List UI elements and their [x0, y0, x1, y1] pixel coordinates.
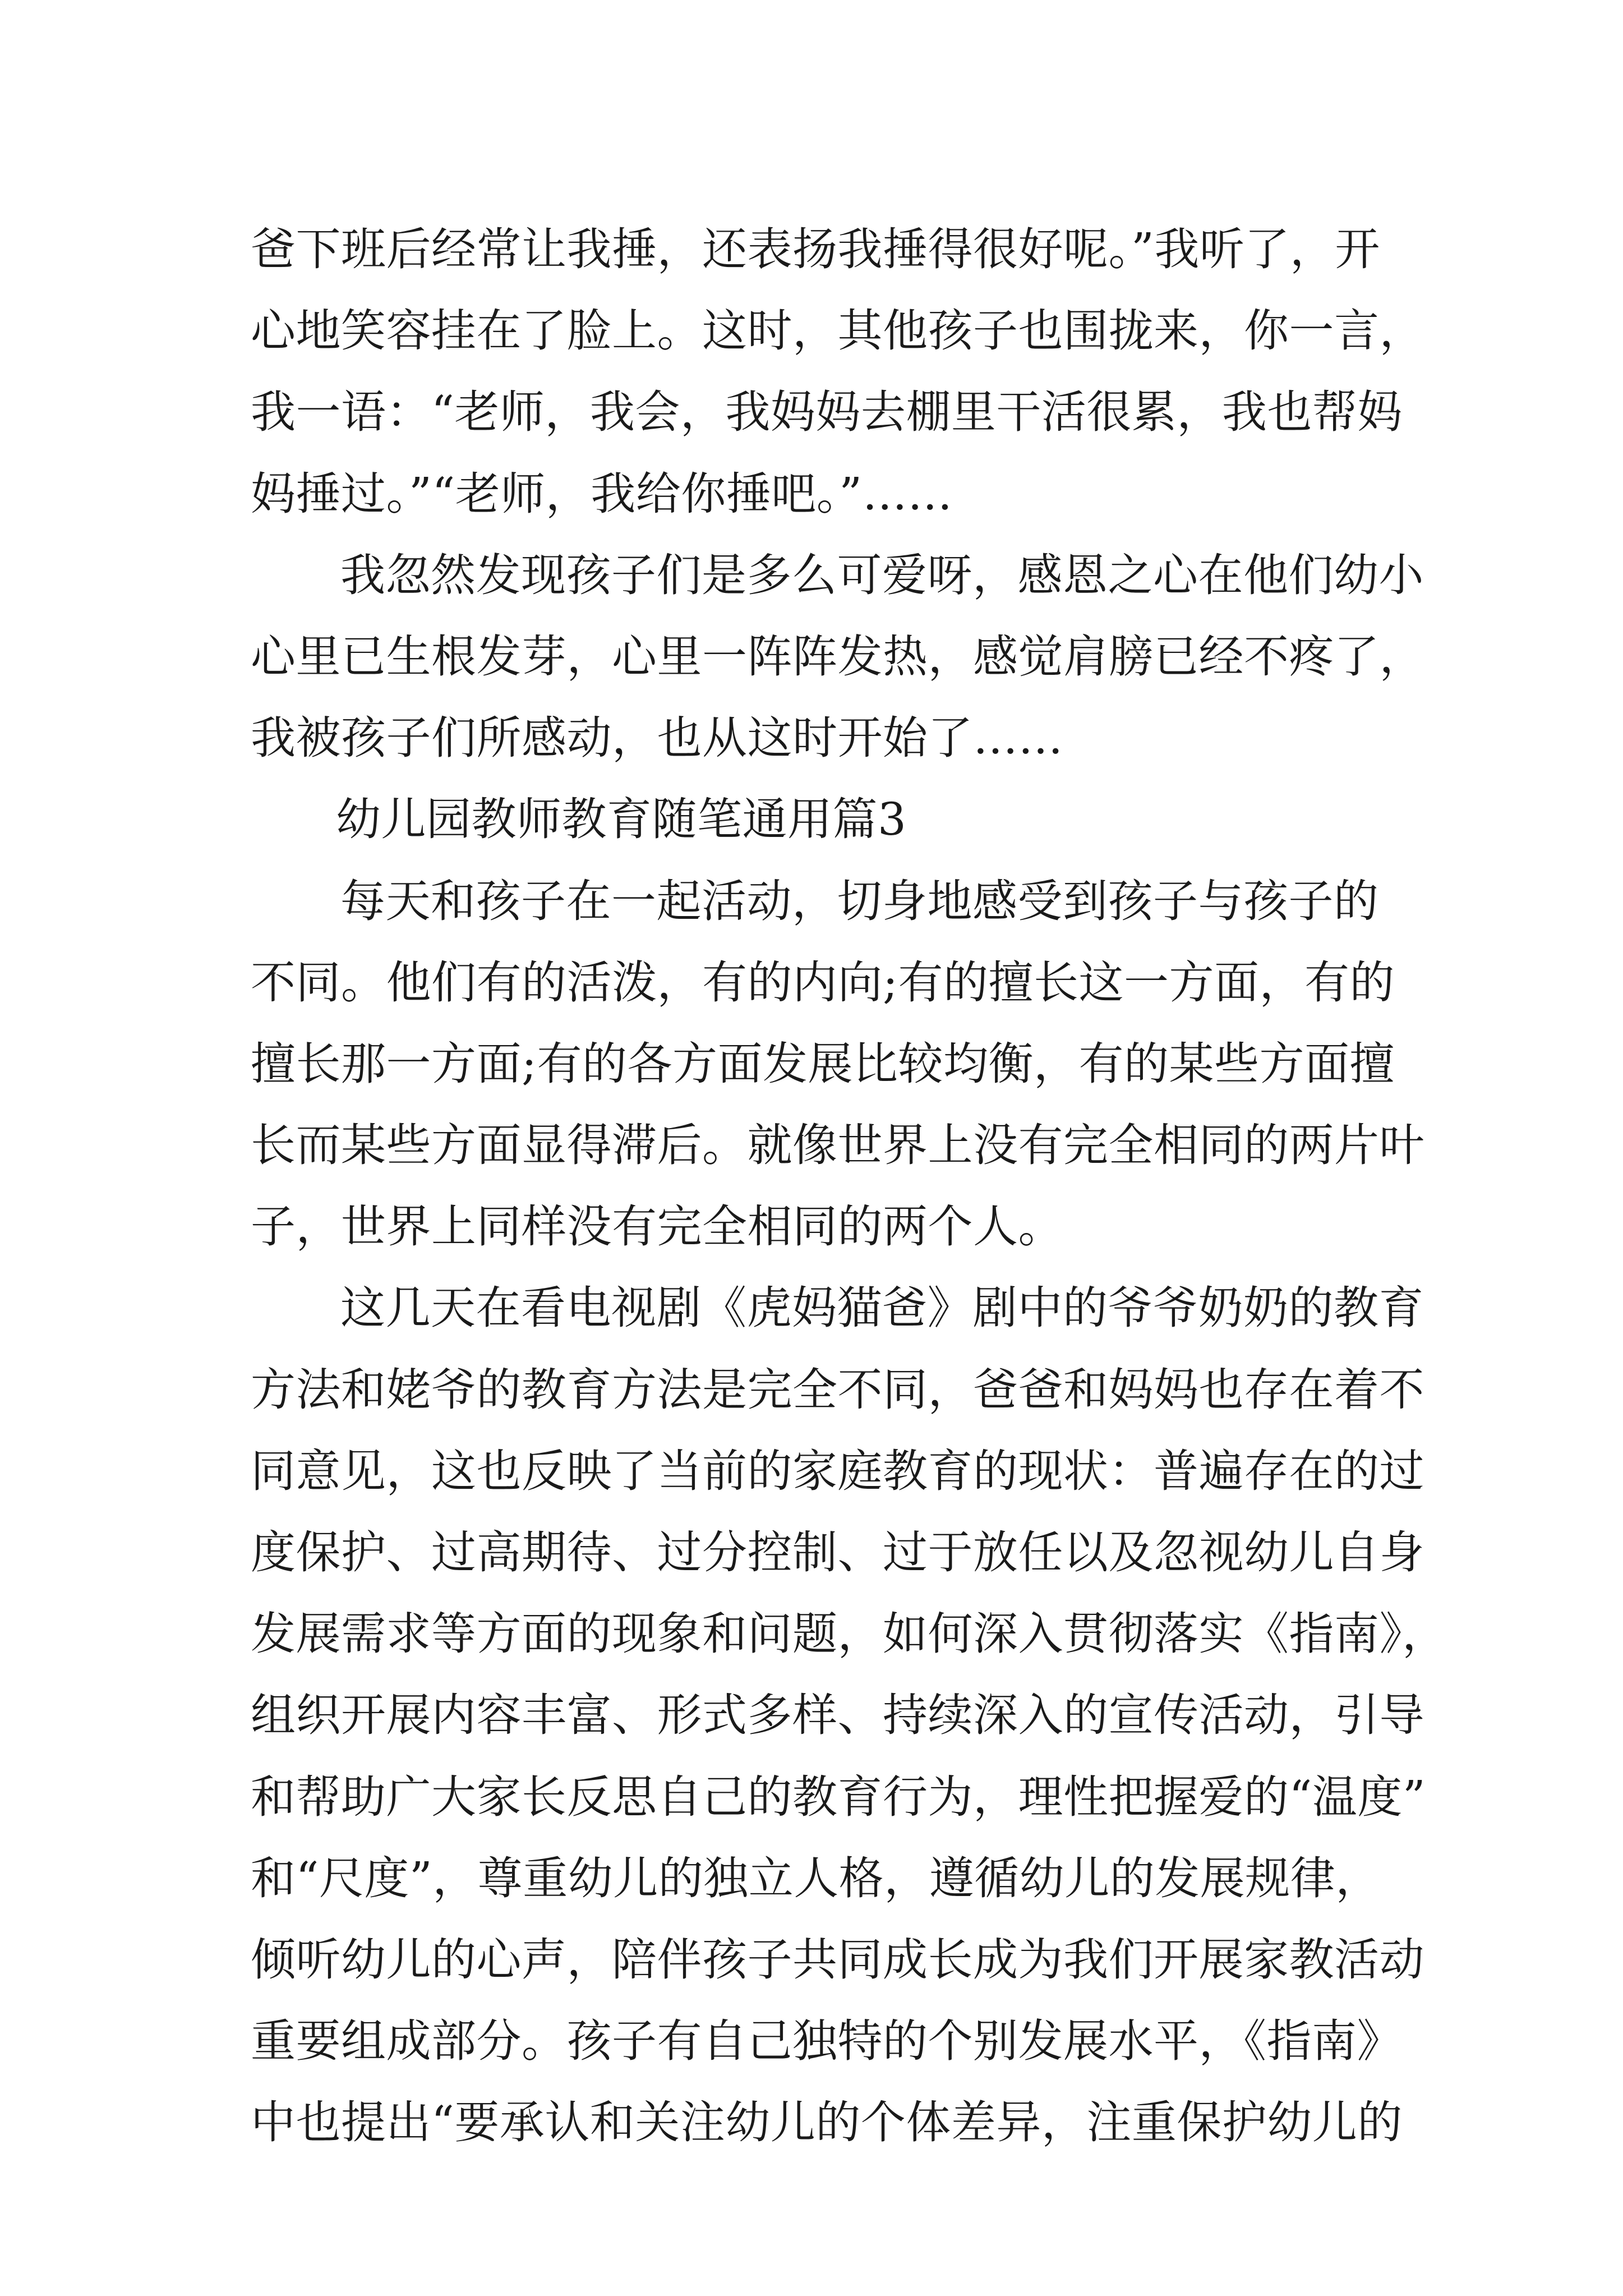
text-line: 心地笑容挂在了脸上。这时，其他孩子也围拢来，你一言， [251, 305, 1424, 357]
text-line: 组织开展内容丰富、形式多样、持续深入的宣传活动，引导 [251, 1689, 1424, 1742]
text-line: 心里已生根发芽，心里一阵阵发热，感觉肩膀已经不疼了， [251, 630, 1424, 683]
text-line: 和帮助广大家长反思自己的教育行为，理性把握爱的“温度” [251, 1770, 1426, 1823]
text-line: 爸下班后经常让我捶，还表扬我捶得很好呢。”我听了，开 [251, 223, 1380, 275]
text-line: 擅长那一方面;有的各方面发展比较均衡，有的某些方面擅 [251, 1037, 1395, 1090]
text-line: 和“尺度”，尊重幼儿的独立人格，遵循幼儿的发展规律， [251, 1852, 1381, 1904]
text-line: 发展需求等方面的现象和问题，如何深入贯彻落实《指南》， [251, 1608, 1447, 1660]
text-line: 子，世界上同样没有完全相同的两个人。 [251, 1200, 1063, 1253]
text-line: 倾听幼儿的心声，陪伴孩子共同成长成为我们开展家教活动 [251, 1933, 1424, 1986]
body-text [251, 209, 1447, 2164]
text-line: 度保护、过高期待、过分控制、过于放任以及忽视幼儿自身 [251, 1526, 1424, 1579]
text-line: 长而某些方面显得滞后。就像世界上没有完全相同的两片叶 [251, 1119, 1424, 1172]
text-line: 中也提出“要承认和关注幼儿的个体差异，注重保护幼儿的 [251, 2096, 1403, 2149]
paragraph-first-line: 我忽然发现孩子们是多么可爱呀，感恩之心在他们幼小 [340, 549, 1424, 601]
text-line: 我一语：“老师，我会，我妈妈去棚里干活很累，我也帮妈 [251, 386, 1403, 439]
text-line: 我被孩子们所感动，也从这时开始了…… [251, 712, 1063, 765]
paragraph-first-line: 这几天在看电视剧《虎妈猫爸》剧中的爷爷奶奶的教育 [340, 1282, 1424, 1335]
text-line: 重要组成部分。孩子有自己独特的个别发展水平，《指南》 [251, 2015, 1402, 2068]
text-line: 妈捶过。”“老师，我给你捶吧。”…… [251, 467, 953, 520]
paragraph-first-line: 每天和孩子在一起活动，切身地感受到孩子与孩子的 [340, 875, 1379, 927]
text-line: 方法和姥爷的教育方法是完全不同，爸爸和妈妈也存在着不 [251, 1363, 1424, 1416]
text-line: 同意见，这也反映了当前的家庭教育的现状：普遍存在的过 [251, 1444, 1424, 1497]
section-heading: 幼儿园教师教育随笔通用篇3 [336, 793, 907, 846]
text-line: 不同。他们有的活泼，有的内向;有的擅长这一方面，有的 [251, 956, 1395, 1009]
